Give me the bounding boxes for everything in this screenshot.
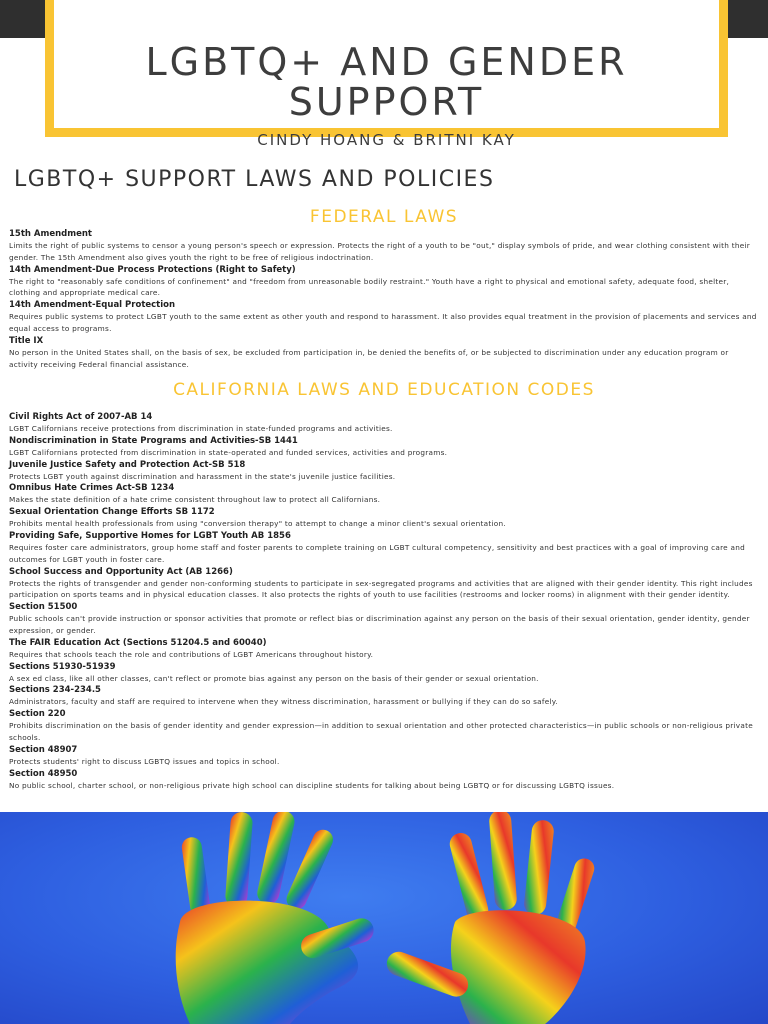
law-description: Public schools can't provide instruction or sponsor activities that promote or reflect bias or discrimination against any person on the basis of their sexual orientation, gender identity, gender expression, or gender. xyxy=(9,614,750,635)
law-item xyxy=(9,661,759,685)
law-description: LGBT Californians protected from discrimination in state-operated and funded services, activities and programs. xyxy=(9,447,448,457)
law-description: A sex ed class, like all other classes, can't reflect or promote bias against any person on the basis of their gender or sexual orientation. xyxy=(9,673,539,683)
law-title: Section 48907 xyxy=(9,744,78,755)
law-item xyxy=(9,601,759,637)
law-item xyxy=(9,411,759,435)
law-title: Omnibus Hate Crimes Act-SB 1234 xyxy=(9,483,175,494)
law-item xyxy=(9,459,759,483)
law-title: Section 48950 xyxy=(9,768,78,779)
law-title: Juvenile Justice Safety and Protection Act-SB 518 xyxy=(9,459,246,470)
law-item xyxy=(9,744,759,768)
painted-hands-icon xyxy=(0,812,768,1024)
law-item xyxy=(9,530,759,566)
law-title: Title IX xyxy=(9,335,44,346)
law-description: Protects LGBT youth against discrimination and harassment in the state's juvenile justice facilities. xyxy=(9,471,396,481)
law-title: 15th Amendment xyxy=(9,229,92,239)
law-description: LGBT Californians receive protections from discrimination in state-funded programs and activities. xyxy=(9,424,393,433)
law-item xyxy=(9,684,759,708)
law-description: Requires foster care administrators, group home staff and foster parents to complete training on LGBT cultural competency, sensitivity and best practices with a goal of improving care and outcomes for LGBT youth in foster care. xyxy=(9,542,745,564)
law-description: Prohibits mental health professionals from using "conversion therapy" to attempt to change a minor client's sexual orientation. xyxy=(9,519,506,529)
california-laws-list xyxy=(9,411,759,791)
law-item xyxy=(9,335,759,371)
law-title: School Success and Opportunity Act (AB 1266) xyxy=(9,566,233,577)
law-title: Sections 234-234.5 xyxy=(9,685,101,696)
law-title: 14th Amendment-Due Process Protections (Right to Safety) xyxy=(9,264,296,275)
law-title: The FAIR Education Act (Sections 51204.5 and 60040) xyxy=(9,637,267,648)
law-description: No public school, charter school, or non-religious private high school can discipline students for talking about being LGBTQ or for discussing LGBTQ issues. xyxy=(9,780,615,790)
law-title: Civil Rights Act of 2007-AB 14 xyxy=(9,412,153,422)
law-description: Limits the right of public systems to censor a young person's speech or expression. Protects the right of a youth to be "out," display symbols of pride, and wear clothing consistent with their gender. The 15th Amendment also gives youth the right to be free of religious indoctrination. xyxy=(9,241,750,262)
law-description: No person in the United States shall, on the basis of sex, be excluded from participation in, be denied the benefits of, or be subjected to discrimination under any education program or activity receiving Federal financial assistance. xyxy=(9,347,729,369)
law-item xyxy=(9,768,759,792)
law-description: The right to "reasonably safe conditions of confinement" and "freedom from unreasonable bodily restraint." Youth have a right to physical and emotional safety, adequate food, shelter, clothing and appropriate medical care. xyxy=(9,276,730,298)
law-item xyxy=(9,264,759,300)
law-description: Prohibits discrimination on the basis of gender identity and gender expression—in addition to sexual orientation and other protected characteristics—in public schools or non-religious private schools. xyxy=(9,721,753,742)
federal-laws-heading: FEDERAL LAWS xyxy=(309,207,459,227)
law-title: Section 220 xyxy=(9,709,66,720)
law-item xyxy=(9,299,759,335)
law-description: Requires that schools teach the role and contributions of LGBT Americans throughout history. xyxy=(9,649,374,659)
law-item xyxy=(9,506,759,530)
law-description: Requires public systems to protect LGBT youth to the same extent as other youth and respond to harassment. It also provides equal treatment in the provision of placements and services and equal access to programs. xyxy=(9,312,757,333)
page-title: LGBTQ+ AND GENDER SUPPORT xyxy=(145,40,628,124)
law-item xyxy=(9,566,759,602)
law-item xyxy=(9,435,759,459)
law-title: Sections 51930-51939 xyxy=(9,661,116,672)
law-description: Protects students' right to discuss LGBTQ issues and topics in school. xyxy=(9,756,280,766)
law-title: Section 51500 xyxy=(9,602,78,613)
law-title: 14th Amendment-Equal Protection xyxy=(9,300,176,311)
law-item xyxy=(9,637,759,661)
law-item xyxy=(9,228,759,264)
law-title: Providing Safe, Supportive Homes for LGBT Youth AB 1856 xyxy=(9,530,291,541)
law-title: Sexual Orientation Change Efforts SB 1172 xyxy=(9,507,215,518)
law-description: Makes the state definition of a hate crime consistent throughout law to protect all Californians. xyxy=(9,495,381,505)
law-description: Protects the rights of transgender and gender non-conforming students to participate in sex-segregated programs and activities that are aligned with their gender identity. This right includes participation on sports teams and in physical education classes. It also protects the rights of youth to use facilities (restrooms and locker rooms) in alignment with their gender identity. xyxy=(9,578,753,600)
law-item xyxy=(9,708,759,744)
law-title: Nondiscrimination in State Programs and Activities-SB 1441 xyxy=(9,435,298,446)
main-heading: LGBTQ+ SUPPORT LAWS AND POLICIES xyxy=(14,167,495,192)
authors: CINDY HOANG & BRITNI KAY xyxy=(257,131,516,149)
law-description: Administrators, faculty and staff are required to intervene when they witness discrimination, harassment or bullying if they can do so safely. xyxy=(9,697,558,707)
painted-hands-photo xyxy=(0,812,768,1024)
law-item xyxy=(9,482,759,506)
california-laws-heading: CALIFORNIA LAWS AND EDUCATION CODES xyxy=(173,380,595,400)
federal-laws-list xyxy=(9,228,759,370)
